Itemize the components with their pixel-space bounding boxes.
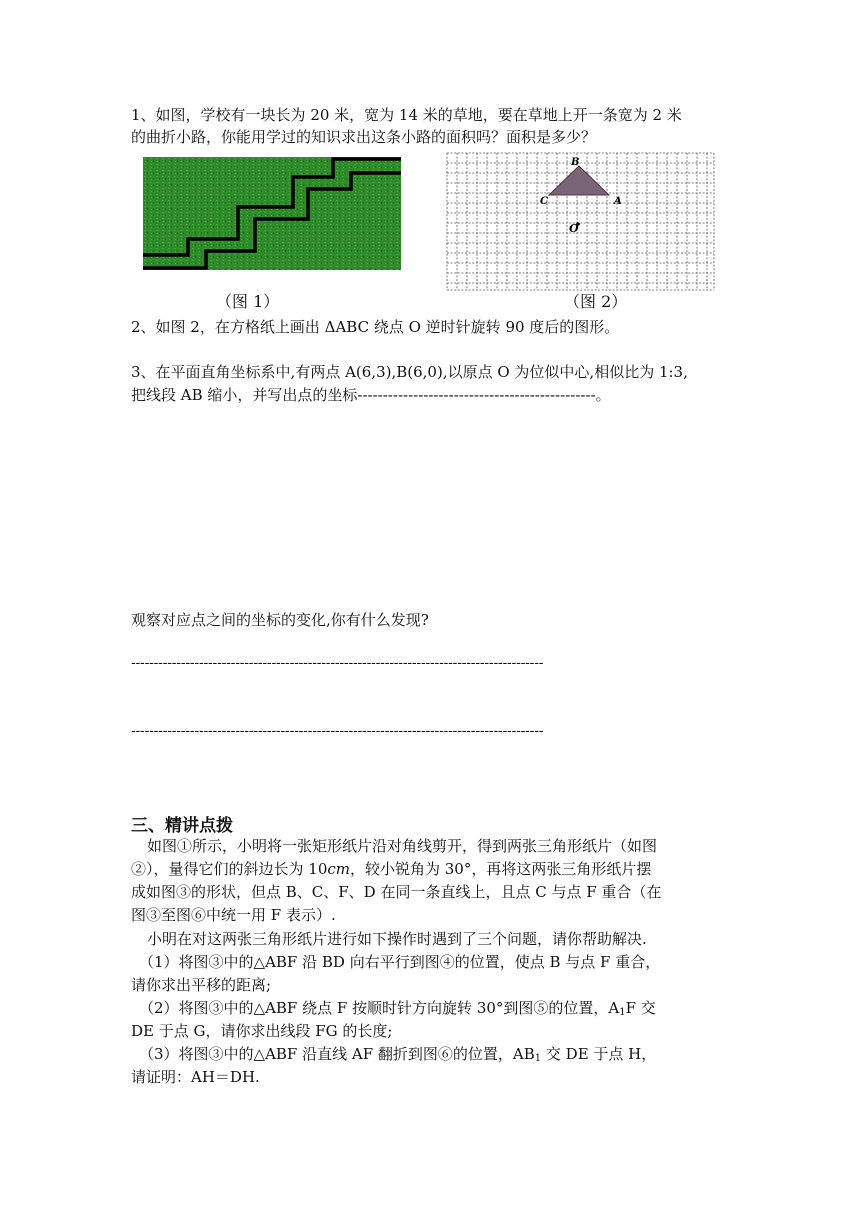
problem1-line1: 1、如图，学校有一块长为 20 米，宽为 14 米的草地，要在草地上开一条宽为 2 米	[131, 106, 682, 124]
figure1-caption: （图 1）	[216, 292, 280, 311]
problem2-text: 2、如图 2，在方格纸上画出 ΔABC 绕点 O 逆时针旋转 90 度后的图形。	[131, 318, 620, 336]
section3-p2: ②），量得它们的斜边长为 10cm，较小锐角为 30°，再将这两张三角形纸片摆	[131, 860, 652, 878]
figure2-grid	[444, 150, 717, 293]
section3-p3: 成如图③的形状，但点 B、C、F、D 在同一条直线上，且点 C 与点 F 重合（在	[131, 883, 662, 901]
section-heading: 三、精讲点拨	[131, 816, 233, 836]
figure1-lawn	[143, 157, 401, 270]
question2-line1: （2）将图③中的△ABF 绕点 F 按顺时针方向旋转 30°到图⑤的位置，$A_1F$ 交	[139, 999, 656, 1018]
section3-p4: 图③至图⑥中统一用 F 表示）.	[131, 906, 336, 924]
label-a: A	[614, 196, 622, 207]
question1-line2: 请你求出平移的距离;	[131, 976, 272, 994]
question2-line2: DE 于点 G，请你求出线段 FG 的长度;	[131, 1022, 393, 1040]
question3-line2: 请证明：AH＝DH.	[131, 1068, 260, 1086]
question1-line1: （1）将图③中的△ABF 沿 BD 向右平行到图④的位置，使点 B 与点 F 重合，	[139, 953, 661, 971]
answer-blank-1: -------------------------------------------------------------------------------------------	[131, 655, 544, 671]
label-b: B	[571, 157, 580, 168]
triangle-abc	[549, 166, 609, 195]
question3-line1: （3）将图③中的△ABF 沿直线 AF 翻折到图⑥的位置，$AB_1$ 交 DE 于点 H，	[139, 1045, 657, 1064]
label-c: C	[540, 196, 548, 207]
figure2-caption: （图 2）	[564, 292, 628, 311]
answer-blank-2: -------------------------------------------------------------------------------------------	[131, 723, 544, 739]
label-o: O	[569, 222, 579, 235]
problem1-line2: 的曲折小路，你能用学过的知识求出这条小路的面积吗？面积是多少？	[131, 128, 597, 146]
problem3-line1: 3、在平面直角坐标系中,有两点 A(6,3),B(6,0),以原点 O 为位似中心,相似比为 1:3,	[131, 363, 688, 381]
problem3-line2: 把线段 AB 缩小，并写出点的坐标-----------------------------------------------。	[131, 386, 611, 404]
section3-p5: 小明在对这两张三角形纸片进行如下操作时遇到了三个问题，请你帮助解决.	[147, 930, 647, 948]
section3-p1: 如图①所示，小明将一张矩形纸片沿对角线剪开，得到两张三角形纸片（如图	[147, 837, 658, 855]
observe-question: 观察对应点之间的坐标的变化,你有什么发现?	[131, 611, 429, 629]
